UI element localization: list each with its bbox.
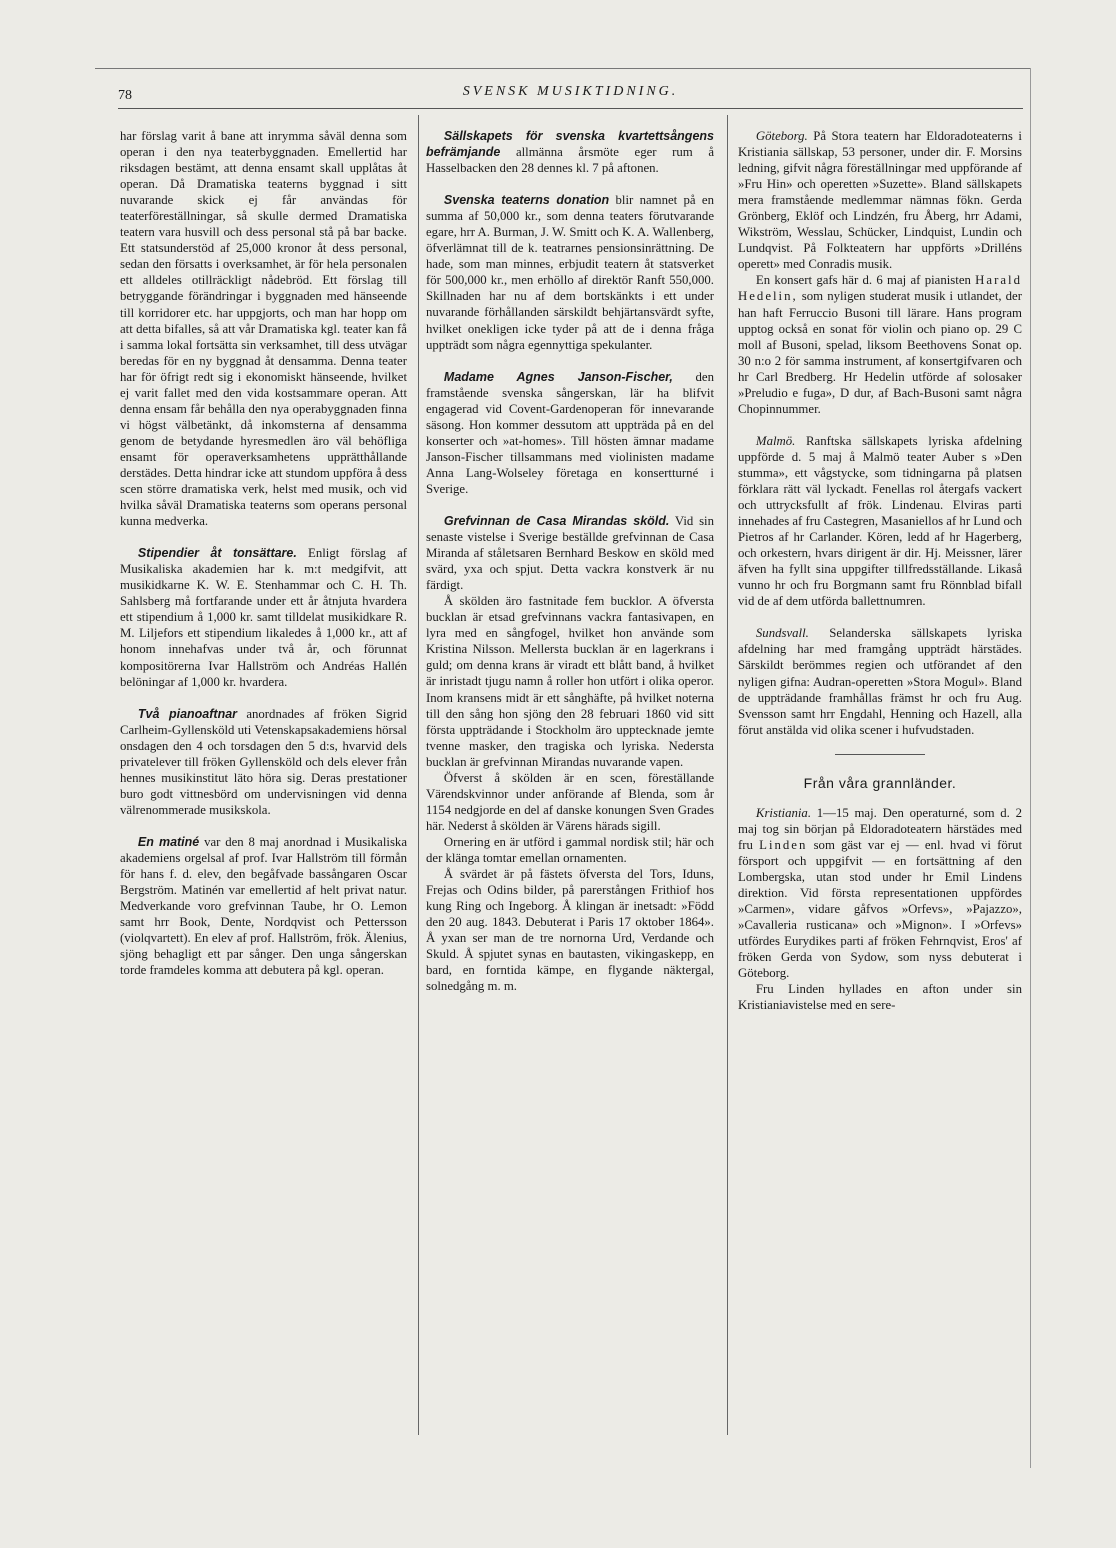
article-kvartettsang: [426, 128, 714, 176]
article-matine: [120, 834, 407, 978]
article-theater-continuation: har förslag varit å bane att inrymma såväl denna som operan i den nya teaterbyggnaden. Emellertid har riksdagen bestämt, att denna ensamt skall upplåtas åt operan. Då Dramatiska teaterns byggnad i sitt nuvarande skick ej får användas för teaterföreställningar, så skulle dermed Dramatiska teatern vara husvill och dess personal stå på bar backe. Ett statsunderstöd af 25,000 kronor åt dess personal, sedan den försatts i overksamhet, är för hela personalen ett alldeles otillräckligt nådebröd. Ett förslag till betryggande förändringar i byggnaden med hänseende till korridorer etc. har uppgjorts, och man har hopp om att detta bifalles, så att vår Dramatiska kgl. teater kan få i samma lokal fortsätta sin verksamhet, till dess utvägar beredas för en ny byggnad åt densamma. Denna teater har för öfrigt redt sig i ekonomiskt hänseende, hvilket ej varit fallet med den vida kostsammare operan. Att denna ensam får behålla den nya operabyggnaden finna vi högst välbetänkt, då inkomsterna af densamma genom de betydande hyresmedlen äro väl behöfliga ensamt för operaverksamhetens upprätthållande derstädes. Detta hindrar icke att stundom uppföra å dess scen större dramatiska verk, helst med musik, och vid hvilka såväl Dramatiska teaterns som operans personal kunna medverka.: [120, 129, 407, 529]
article-heading: Sällskapets för svenska kvartettsångens befrämjande: [426, 129, 714, 160]
article-body: 1—15 maj. Den operaturné, som d. 2 maj tog sin början på Eldoradoteatern härstädes med fru: [738, 805, 1022, 852]
article-kristiania: [738, 805, 1022, 982]
article-body: Enligt förslag af Musikaliska akademien har k. m:t medgifvit, att musikidkarne K. W. E. Stenhammar och C. H. Th. Sahlsberg må fortfarande under ett år åtnjuta hvardera ett stipendium å 1,000 kr. samt tilldelat musikidkare R. M. Liljefors ett stipendium likaledes å 1,000 kr., att af honom innehafvas under två år, och förunnat kompositörerna Ivar Hallström och Andréas Hallén belöningar af 1,000 kr. hvardera.: [120, 546, 407, 689]
article-malmo: [738, 433, 1022, 610]
section-separator: [835, 754, 925, 755]
article-hedelin: [738, 272, 1022, 416]
article-heading: Madame Agnes Janson-Fischer,: [443, 369, 673, 384]
article-body: Selanderska sällskapets lyriska afdelning har med framgång uppträdt härstädes. Särskildt berömmes regien och utförandet af den nyligen gifna: Audran-operetten »Stora Mogul». Bland de uppträdande framhållas främst hr och fru Aug. Svensson samt hrr Engdahl, Henning och Hazell, alla förut anstälda vid olika scener i hufvudstaden.: [738, 626, 1022, 737]
article-pianoaftnar: [120, 706, 407, 818]
column-divider-2: [727, 115, 728, 1435]
article-paragraph: Å svärdet är på fästets öfversta del Tors, Iduns, Frejas och Odins bilder, på parerstången Frithiof hos kung Ring och Ingeborg. Å klingan är inetsadt: »Född den 20 aug. 1843. Debuterat i Paris 17 oktober 1864». Å yxan ser man de tre nornorna Urd, Verdande och Skuld. Å spjutet synas en bautasten, vikingaskepp, en bard, en forntida kämpe, en flygande näktergal, solnedgång m. m.: [426, 867, 714, 994]
place-name: Malmö.: [755, 433, 796, 448]
article-body: allmänna årsmöte eger rum å Hasselbacken den 28 dennes kl. 7 på aftonen.: [426, 145, 714, 176]
column-1: [120, 128, 407, 1483]
article-stipendier: [120, 545, 407, 689]
article-body: den framstående svenska sångerskan, lär ha blifvit engagerad vid Covent-Gardenoperan för innevarande säsong. Hon kommer dessutom att uppträda på en del konserter och »at-homes». Till hösten ämnar madame Janson-Fischer tillsammans med violinisten madame Anna Lang-Wolseley företaga en konsertturné i Sverige.: [426, 369, 714, 496]
article-heading: Svenska teaterns donation: [443, 193, 610, 208]
article-body: som gäst var ej — enl. hvad vi förut försport och uppgifvit — en fortsättning af den Lombergska, utan stod under hr Emil Lindens direktion. Vid första representationen uppfördes »Carmen», vidare gåfvos »Orfevs», »Pajazzo», »Cavalleria rusticana» och »Mignon». I »Orfevs» utfördes Eurydikes parti af fröken Fehrnqvist, Eros' af fröken Gerda von Sydow, som nyss debuterat i Göteborg.: [738, 837, 1022, 981]
article-paragraph: Fru Linden hyllades en afton under sin Kristianiavistelse med en sere-: [738, 982, 1022, 1013]
article-body: På Stora teatern har Eldoradoteaterns i Kristiania sällskap, 53 personer, under dir. F. Morsins ledning, gifvit några föreställningar med uppförande af »Fru Hin» och operetten »Suzette». Bland sällskapets mera framstående medlemmar nämnas fökn. Gerda Grönberg, Eklöf och Lindzén, fru Åberg, hrr Adami, Wikström, Wesslau, Schücker, Lindquist, Lundin och Lundqvist. På Folkteatern har uppförts »Drilléns operett» med Conradis musik.: [738, 129, 1022, 272]
running-title: SVENSK MUSIKTIDNING.: [462, 84, 679, 99]
article-casa-miranda: [426, 513, 714, 593]
page-header: [118, 80, 1023, 109]
article-heading: Grefvinnan de Casa Mirandas sköld.: [443, 513, 670, 528]
article-body: anordnades af fröken Sigrid Carlheim-Gyllensköld uti Vetenskapsakademiens hörsal onsdagen den 4 och torsdagen den 5 d:s, hvarvid dels privatelever till fröken Gyllensköld och dels elever från hennes musikinstitut läto höra sig. Deras prestationer buro godt vittnesbörd om undervisningen vid denna välrenommerade musikskola.: [120, 706, 407, 817]
person-name: Linden: [759, 837, 808, 852]
article-body: blir namnet på en summa af 50,000 kr., som denna teaters förutvarande egare, hrr A. Burman, J. W. Smitt och K. A. Wallenberg, öfverlämnat till de k. teatrarnes pensionsinrättning. De hade, som man minnes, erbjudit teatern åt statsverket för 500,000 kr., men erhöllo af direktör Ranft 550,000. Skillnaden har nu af dem bortskänkts i ett under nuvarande förhållanden särskildt behjärtansvärdt syfte, hvilket onekligen icke tyder på att de i denna fråga uppträdt som några egennyttiga spekulanter.: [426, 193, 714, 352]
article-body: som nyligen studerat musik i utlandet, der han haft Ferruccio Busoni till lärare. Hans program upptog också en sonat för violin och piano op. 29 C moll af Busoni, spelad, liksom Beethovens Sonat op. 30 n:o 2 för samma instrument, af konsertgifvaren och hr Carl Bredberg. Hr Hedelin utförde af solosaker »Preludio e fuga», D dur, af Bach-Busoni samt några Chopinnummer.: [738, 289, 1022, 416]
article-paragraph: Öfverst å skölden är en scen, föreställande Värendskvinnor under anförande af Blenda, som år 1154 nedgjorde en del af danske konungen Sven Grades här. Nederst å skölden är Värens härads sigill.: [426, 770, 714, 833]
article-goteborg: [738, 128, 1022, 272]
place-name: Sundsvall.: [755, 626, 809, 641]
column-divider-1: [418, 115, 419, 1435]
page-number: 78: [118, 88, 132, 103]
article-paragraph: Ornering en är utförd i gammal nordisk stil; här och der klänga tomtar emellan ornamenten.: [426, 834, 714, 865]
article-body: En konsert gafs här d. 6 maj af pianisten: [755, 273, 971, 288]
article-body: var den 8 maj anordnad i Musikaliska akademiens orgelsal af prof. Ivar Hallström till förmån för hans f. d. elev, den begåfvade bassångaren Oscar Bergström. Matinén var emellertid af helt privat natur. Medverkande voro grefvinnan Taube, hr O. Lemon samt hrr Book, Dente, Nordqvist och Pettersson (violqvartett). En elev af prof. Hallström, frök. Älenius, sjöng behagligt ett par sånger. Den unga sångerskan torde framdeles komma att debutera på kgl. operan.: [120, 834, 407, 978]
article-heading: Två pianoaftnar: [137, 706, 238, 721]
page-right-rule: [1030, 68, 1031, 1468]
place-name: Göteborg.: [755, 129, 808, 143]
article-body: Vid sin senaste vistelse i Sverige beställde grefvinnan de Casa Miranda af ståletsaren Bernhard Beskow en sköld med svärd, yxa och spjut. Detta vackra konstverk är nu färdigt.: [426, 513, 714, 593]
column-3: [738, 128, 1022, 1483]
column-2: [426, 128, 714, 1483]
article-svenska-teatern: [426, 192, 714, 352]
place-name: Kristiania.: [755, 805, 812, 820]
article-body: Ranftska sällskapets lyriska afdelning uppförde d. 5 maj å Malmö teater Auber s »Den stumma», ett vågstycke, som tidningarna på platsen förklara rätt väl lyckadt. Fenellas rol återgafs vackert och uttrycksfullt af frök. Lindenau. Elviras parti innehades af fru Castegren, Masaniellos af hr Lund och Pietros af hr Carlander. Kören, ledd af hr Hagerberg, och orkestern, hvars dirigent är dir. Hj. Meissner, lärer äfven ha fyllt sina uppgifter tillfredsställande. Likaså vunno hr och fru Borgmann samt fru Rönnblad bifall vid de af dem utförda ballettnumren.: [738, 433, 1022, 609]
section-title: Från våra grannländer.: [803, 774, 957, 791]
article-heading: En matiné: [137, 834, 200, 849]
article-janson-fischer: [426, 369, 714, 497]
article-sundsvall: [738, 625, 1022, 737]
person-name: Harald Hedelin,: [738, 273, 1022, 304]
page-top-rule: [95, 68, 1031, 69]
article-paragraph: Å skölden äro fastnitade fem bucklor. A öfversta bucklan är etsad grefvinnans vackra fantasivapen, en lyra med en sångfogel, hvilket hon använde som Kristina Nilsson. Mellersta bucklan är en lagerkrans i guld; om denna krans är viradt ett blått band, å hvilket är inristadt tjugu namn å roller hon utfört i olika operor. Inom kransens midt är ett sånghäfte, på hvilket noterna till den sång hon sjöng den 28 februari 1860 vid sitt första uppträdande i Stockholm äro upptecknade jemte tvenne masker, den tragiska och lyriska. Nedersta bucklan är grefvinnan Mirandas nuvarande vapen.: [426, 594, 714, 769]
article-heading: Stipendier åt tonsättare.: [137, 546, 297, 561]
